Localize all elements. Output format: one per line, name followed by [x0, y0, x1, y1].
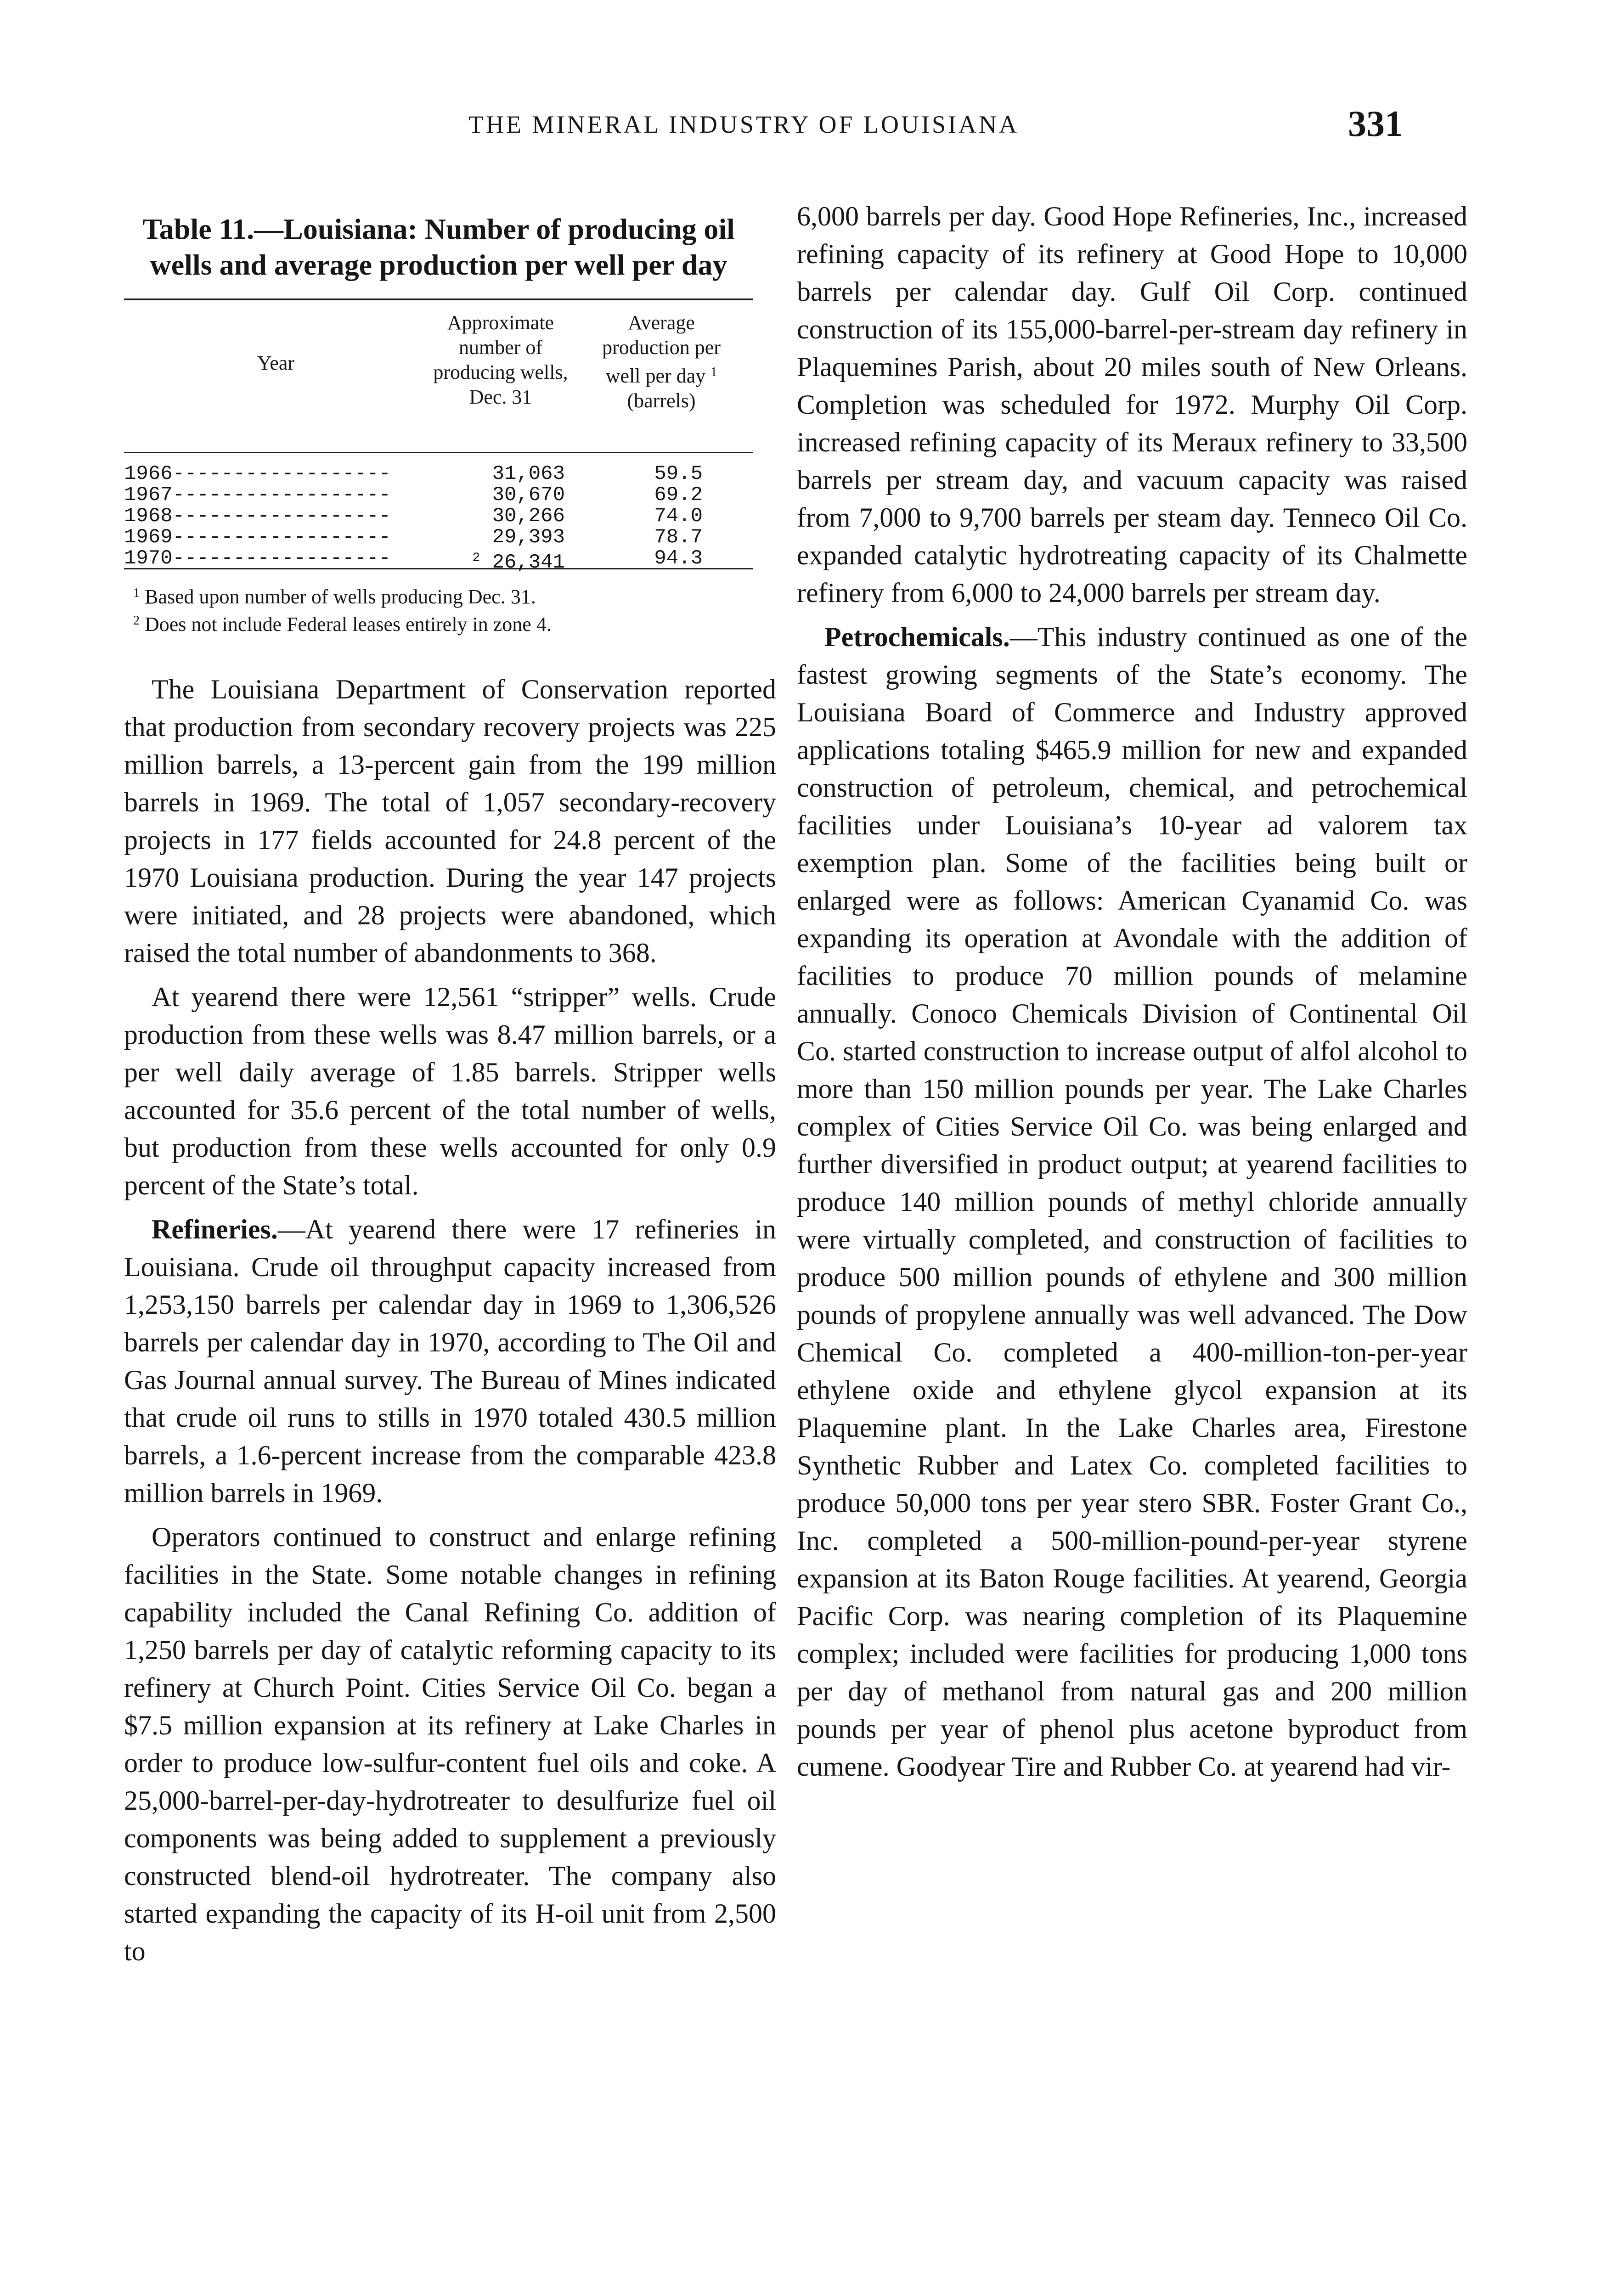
footnote-marker: 2 — [472, 551, 480, 565]
section-heading-refineries: Refineries. — [152, 1214, 278, 1244]
cell-wells: 30,266 — [492, 505, 565, 528]
cell-year: 1968------------------ — [124, 506, 391, 527]
cell-year: 1969------------------ — [124, 527, 391, 548]
paragraph: Operators continued to construct and enlarge refining facilities in the State. Some notable changes in refining capability included the Canal Refining Co. addition of 1,250 barrels per day of catalytic reforming capacity to its refinery at Church Point. Cities Service Oil Co. began a $7.5 million expansion at its refinery at Lake Charles in order to produce low-sulfur-content fuel oils and coke. A 25,000-barrel-per-day-hydrotreater to desulfurize fuel oil components was being added to supplement a previously constructed blend-oil hydrotreater. The company also started expanding the capacity of its H-oil unit from 2,500 to — [124, 1522, 776, 1966]
footnote: $^1$ Based upon number of wells producing Dec. 31. — [133, 585, 536, 608]
footnote-marker: 1 — [710, 365, 717, 379]
table-title: Table 11.—Louisiana: Number of producing oil wells and average production per well per day — [142, 213, 735, 281]
table-row — [124, 484, 753, 506]
section-heading-petrochemicals: Petrochemicals. — [824, 622, 1010, 652]
cell-wells: 31,063 — [492, 462, 565, 485]
cell-year: 1970------------------ — [124, 548, 391, 569]
left-text-column — [124, 670, 776, 1970]
cell-average: 69.2 — [654, 484, 703, 506]
column-header-average — [583, 310, 739, 413]
running-head: THE MINERAL INDUSTRY OF LOUISIANA — [468, 111, 1019, 138]
cell-average: 74.0 — [654, 505, 703, 528]
table-oil-wells — [124, 211, 753, 636]
cell-year: 1966------------------ — [124, 463, 391, 484]
right-text-column — [797, 197, 1467, 1785]
table-footnotes — [124, 569, 753, 636]
table-row — [124, 463, 753, 484]
table-header — [124, 300, 753, 452]
paragraph: Petrochemicals.—This industry continued as one of the fastest growing segments of the State’s economy. The Louisiana Board of Commerce and Industry approved applications totaling $465.9 million for new and expanded construction of petroleum, chemical, and petrochemical facilities under Louisiana’s 10-year ad valorem tax exemption plan. Some of the facilities being built or enlarged were as follows: American Cyanamid Co. was expanding its operation at Avondale with the addition of facilities to produce 70 million pounds of melamine annually. Conoco Chemicals Division of Continental Oil Co. started construction to increase output of alfol alcohol to more than 150 million pounds per year. The Lake Charles complex of Cities Service Oil Co. was being enlarged and further diversified in product output; at yearend facilities to produce 140 million pounds of methyl chloride annually were virtually completed, and construction of facilities to produce 500 million pounds of ethylene and 300 million pounds of propylene annually was well advanced. The Dow Chemical Co. completed a 400-million-ton-per-year ethylene oxide and ethylene glycol expansion at its Plaquemine plant. In the Lake Charles area, Firestone Synthetic Rubber and Latex Co. completed facilities to produce 50,000 tons per year stero SBR. Foster Grant Co., Inc. completed a 500-million-pound-per-year styrene expansion at its Baton Rouge facilities. At yearend, Georgia Pacific Corp. was nearing completion of its Plaquemine complex; included were facilities for producing 1,000 tons per day of methanol from natural gas and 200 million pounds per year of phenol plus acetone byproduct from cumene. Goodyear Tire and Rubber Co. at yearend had vir- — [797, 622, 1467, 1782]
table-row — [124, 506, 753, 527]
page-number: 331 — [1348, 104, 1403, 144]
paragraph: Refineries.—At yearend there were 17 refineries in Louisiana. Crude oil throughput capacity increased from 1,253,150 barrels per calendar day in 1969 to 1,306,526 barrels per calendar day in 1970, according to The Oil and Gas Journal annual survey. The Bureau of Mines indicated that crude oil runs to stills in 1970 totaled 430.5 million barrels, a 1.6-percent increase from the comparable 423.8 million barrels in 1969. — [124, 1214, 776, 1508]
cell-average: 94.3 — [654, 547, 703, 570]
table-body — [124, 453, 753, 574]
column-header-year: Year — [257, 352, 295, 374]
table-row — [124, 547, 753, 574]
column-header-average-label: Average production per well per day — [602, 311, 721, 387]
cell-average: 78.7 — [654, 526, 703, 549]
table-row — [124, 527, 753, 548]
paragraph: At yearend there were 12,561 “stripper” wells. Crude production from these wells was 8.47 million barrels, or a per well daily average of 1.85 barrels. Stripper wells accounted for 35.6 percent of the total number of wells, but production from these wells accounted for only 0.9 percent of the State’s total. — [124, 982, 776, 1200]
cell-year: 1967------------------ — [124, 484, 391, 506]
cell-wells: 29,393 — [492, 526, 565, 549]
cell-wells: $^2$ 26,341 — [472, 551, 565, 574]
footnote: $^2$ Does not include Federal leases entirely in zone 4. — [133, 613, 552, 636]
column-header-wells: Approximate number of producing wells, Dec. 31 — [433, 311, 568, 408]
paragraph: 6,000 barrels per day. Good Hope Refineries, Inc., increased refining capacity of its refinery at Good Hope to 10,000 barrels per calendar day. Gulf Oil Corp. continued construction of its 155,000-barrel-per-stream day refinery in Plaquemines Parish, about 20 miles south of New Orleans. Completion was scheduled for 1972. Murphy Oil Corp. increased refining capacity of its Meraux refinery to 33,500 barrels per stream day, and vacuum capacity was raised from 7,000 to 9,700 barrels per steam day. Tenneco Oil Co. expanded catalytic hydrotreating capacity of its Chalmette refinery from 6,000 to 24,000 barrels per stream day. — [797, 201, 1467, 608]
cell-average: 59.5 — [654, 462, 703, 485]
paragraph: The Louisiana Department of Conservation reported that production from secondary recovery projects was 225 million barrels, a 13-percent gain from the 199 million barrels in 1969. The total of 1,057 secondary-recovery projects in 177 fields accounted for 24.8 percent of the 1970 Louisiana production. During the year 147 projects were initiated, and 28 projects were abandoned, which raised the total number of abandonments to 368. — [124, 674, 776, 968]
column-header-average-unit: (barrels) — [627, 389, 696, 412]
cell-wells: 30,670 — [492, 484, 565, 506]
